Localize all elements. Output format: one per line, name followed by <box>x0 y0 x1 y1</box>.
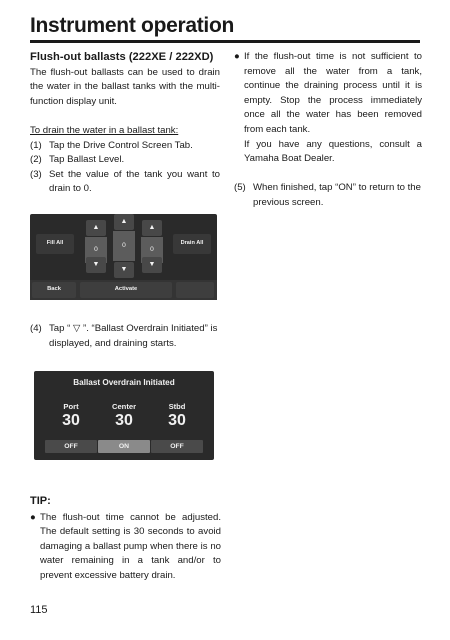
stbd-down-button[interactable]: ▼ <box>142 257 162 273</box>
step-number: (5) <box>234 182 246 194</box>
title-rule <box>30 40 420 43</box>
step-number: (4) <box>30 323 42 334</box>
step-number: (2) <box>30 154 42 166</box>
ballast-level-screen <box>30 214 217 300</box>
note-bullet <box>234 50 422 138</box>
right-column <box>234 50 422 211</box>
activate-button[interactable]: Activate <box>80 282 172 298</box>
stbd-column <box>151 402 203 430</box>
bullet-text-continued: If you have any questions, consult a Yamaha Boat Dealer. <box>244 138 422 165</box>
port-off-button[interactable]: OFF <box>45 440 97 453</box>
step-5 <box>234 181 422 210</box>
center-tank-value: 0 <box>113 231 135 261</box>
back-button[interactable]: Back <box>32 282 76 298</box>
port-tank-value: 0 <box>85 237 107 263</box>
bullet-dot: ● <box>30 511 36 523</box>
stbd-label: Stbd <box>168 402 186 411</box>
section-heading: Flush-out ballasts (222XE / 222XD) <box>30 51 214 63</box>
port-column <box>45 402 97 430</box>
stbd-up-button[interactable]: ▲ <box>142 220 162 236</box>
tip-heading: TIP: <box>30 495 51 507</box>
port-value: 30 <box>62 412 80 429</box>
stbd-off-button[interactable]: OFF <box>151 440 203 453</box>
page-number: 115 <box>30 604 48 616</box>
center-label: Center <box>111 402 137 411</box>
bullet-text: If the flush-out time is not sufficient to remove all the water from a tank, continue the draining process until it is empty. Stop the process immediately once all the water has been removed from each tank. <box>244 51 422 135</box>
step-text: Tap Ballast Level. <box>49 154 125 166</box>
step-number: (1) <box>30 139 42 151</box>
port-down-button[interactable]: ▼ <box>86 257 106 273</box>
step-text: Set the value of the tank you want to drain to 0. <box>49 168 220 195</box>
step-text: Tap the Drive Control Screen Tab. <box>49 139 193 151</box>
blank-button[interactable] <box>176 282 214 298</box>
step-3 <box>30 168 220 197</box>
left-column <box>30 50 220 197</box>
step-1 <box>30 139 220 154</box>
overdrain-screen <box>34 371 214 460</box>
tip-text: The flush-out time cannot be adjusted. The default setting is 30 seconds to avoid damaging a ballast pump when there is no water remaining in a tank and/or to prevent excessive battery drain. <box>40 511 221 581</box>
stbd-tank-value: 0 <box>141 237 163 263</box>
step-number: (3) <box>30 168 42 180</box>
step-2 <box>30 153 220 168</box>
intro-paragraph: The flush-out ballasts can be used to drain the water in the ballast tanks with the multi-function display unit. <box>30 66 220 107</box>
center-column <box>98 402 150 430</box>
center-up-button[interactable]: ▲ <box>114 214 134 230</box>
bullet-dot: ● <box>234 51 240 62</box>
step-4 <box>30 322 225 351</box>
port-up-button[interactable]: ▲ <box>86 220 106 236</box>
tip-block <box>30 494 221 584</box>
step-text: When finished, tap “ON” to return to the previous screen. <box>253 182 421 208</box>
center-on-button[interactable]: ON <box>98 440 150 453</box>
port-label: Port <box>63 402 79 411</box>
step-text: Tap “ ▽ ”. “Ballast Overdrain Initiated” is displayed, and draining starts. <box>49 323 218 349</box>
drain-all-button[interactable]: Drain All <box>173 234 211 254</box>
overdrain-title: Ballast Overdrain Initiated <box>73 378 175 387</box>
stbd-value: 30 <box>168 412 186 429</box>
center-value: 30 <box>115 412 133 429</box>
drain-subheading: To drain the water in a ballast tank: <box>30 124 179 136</box>
fill-all-button[interactable]: Fill All <box>36 234 74 254</box>
page-title: Instrument operation <box>30 14 235 37</box>
center-down-button[interactable]: ▼ <box>114 262 134 278</box>
note-bullet-continued <box>234 138 422 167</box>
